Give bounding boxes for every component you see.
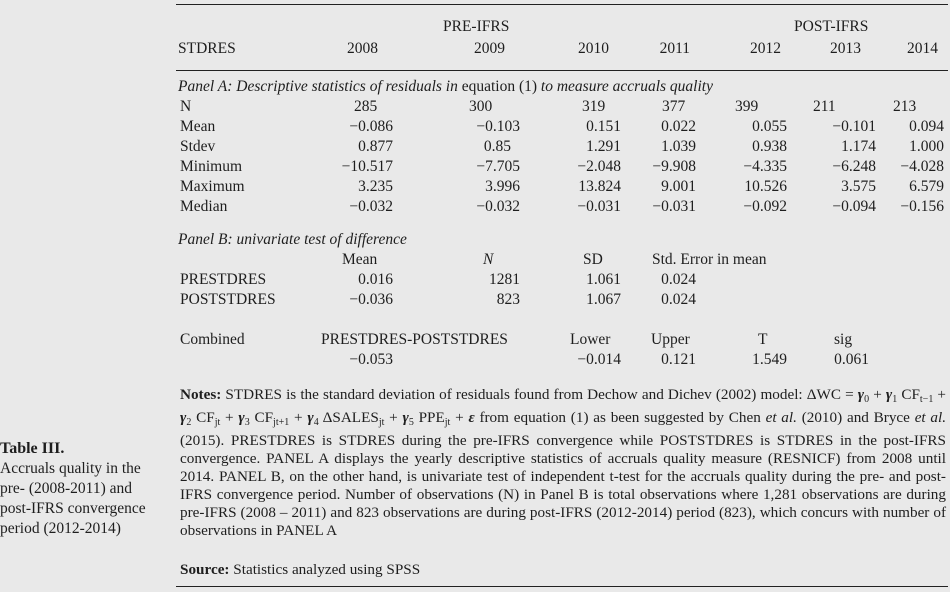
panel-a-row-minimum: [0, 158, 950, 178]
cell: 213: [893, 98, 917, 115]
table-caption: [0, 439, 166, 539]
cell: 211: [813, 98, 836, 115]
cell: 1.067: [586, 291, 621, 308]
cell: −0.032: [349, 198, 393, 215]
cell: −0.156: [900, 198, 944, 215]
cell: −0.032: [476, 198, 520, 215]
cell: 0.094: [909, 118, 944, 135]
table-caption-text: Accruals quality in the pre- (2008-2011) and post-IFRS convergence period (2012-2014): [0, 460, 146, 537]
panel-b-row-prestdres: [0, 271, 950, 291]
source-text: Statistics analyzed using SPSS: [229, 561, 421, 578]
cell: 3.235: [358, 178, 393, 195]
et-al-2: et al.: [914, 409, 947, 426]
panel-a-title-part-1: Panel A: Descriptive statistics of residuals in: [178, 78, 458, 95]
lower-header: Lower: [570, 331, 611, 348]
diff-header: PRESTDRES-POSTSTDRES: [321, 331, 508, 348]
combined-values-row: [0, 351, 950, 371]
row-label: Minimum: [180, 158, 243, 175]
panel-a-row-median: [0, 198, 950, 218]
cell: 1.039: [661, 138, 696, 155]
cell: −7.705: [476, 158, 520, 175]
panel-a-title: [178, 78, 713, 96]
panel-b-title: Panel B: univariate test of difference: [178, 231, 407, 248]
row-label: N: [180, 98, 192, 115]
cell: 1.291: [586, 138, 621, 155]
year-2011: 2011: [659, 40, 690, 57]
cell: −4.028: [900, 158, 944, 175]
stub-header: STDRES: [178, 40, 236, 57]
panel-a-title-part-2: equation (1): [457, 78, 541, 95]
notes-text-2: from equation (1) as been suggested by Chen: [474, 409, 766, 426]
notes-label: Notes:: [180, 386, 222, 403]
notes-text-4: (2015). PRESTDRES is STDRES during the pre-IFRS convergence while POSTSTDRES is STDRES in the post-IFRS convergence. PANEL A displays the yearly descriptive statistics of accruals quality measure (RESNICF) from 2008 until 2014. PANEL B, on the other hand, is univariate test of independent t-test for the accruals quality during the pre- and post-IFRS convergence period. Number of observations (N) in Panel B is total observations where 1,281 observations are during pre-IFRS (2008 – 2011) and 823 observations are during post-IFRS (2012-2014) period (823), which concurs with number of observations in PANEL A: [180, 432, 946, 539]
panel-a-row-n: [0, 98, 950, 118]
panel-a-row-mean: [0, 118, 950, 138]
cell: 0.938: [752, 138, 787, 155]
source-label: Source:: [180, 561, 230, 578]
row-label: Median: [180, 198, 228, 215]
cell: 399: [735, 98, 759, 115]
cell: −9.908: [652, 158, 696, 175]
cell: 300: [469, 98, 493, 115]
cell: 3.996: [485, 178, 520, 195]
cell: −0.086: [349, 118, 393, 135]
cell: 377: [662, 98, 686, 115]
col-n-header: N: [483, 251, 494, 268]
top-rule: [176, 4, 948, 5]
panel-b-header-row: [0, 251, 950, 271]
col-se-header: Std. Error in mean: [652, 251, 767, 268]
year-2014: 2014: [907, 40, 938, 57]
cell: −6.248: [832, 158, 876, 175]
cell: 1.061: [586, 271, 621, 288]
et-al-1: et al.: [765, 409, 797, 426]
header-rule: [176, 70, 948, 71]
notes-text-3: (2010) and Bryce: [796, 409, 915, 426]
year-2010: 2010: [578, 40, 609, 57]
cell: 1281: [489, 271, 520, 288]
cell: 1.549: [752, 351, 787, 368]
cell: −0.036: [349, 291, 393, 308]
cell: 1.174: [841, 138, 876, 155]
cell: 9.001: [661, 178, 696, 195]
cell: −0.014: [577, 351, 621, 368]
cell: 1.000: [909, 138, 944, 155]
combined-label: Combined: [180, 331, 245, 348]
group-pre-ifrs: PRE-IFRS: [443, 18, 510, 35]
panel-a-title-part-3: to measure accruals quality: [540, 78, 713, 95]
row-label: Maximum: [180, 178, 245, 195]
upper-header: Upper: [651, 331, 690, 348]
cell: −0.053: [349, 351, 393, 368]
cell: −0.101: [832, 118, 876, 135]
table-source: [180, 561, 420, 579]
year-2013: 2013: [830, 40, 861, 57]
cell: 0.85: [483, 138, 511, 155]
cell: 0.151: [586, 118, 621, 135]
cell: −0.031: [652, 198, 696, 215]
year-2008: 2008: [347, 40, 378, 57]
notes-text-1: STDRES is the standard deviation of residuals found from Dechow and Dichev (2002) model:: [221, 386, 803, 403]
row-label: POSTSTDRES: [180, 291, 276, 308]
cell: −4.335: [743, 158, 787, 175]
group-post-ifrs: POST-IFRS: [794, 18, 869, 35]
cell: 319: [582, 98, 606, 115]
cell: −0.031: [577, 198, 621, 215]
table-number: Table III.: [0, 440, 65, 457]
year-2009: 2009: [474, 40, 505, 57]
cell: −0.094: [832, 198, 876, 215]
cell: 3.575: [841, 178, 876, 195]
model-equation: $\Delta WC = \gamma_0 + \gamma_1$ $CF_{t-1} + \gamma_2$ $CF_{jt} + \gamma_3$ $CF_{jt+1} + \gamma_4$ $\Delta SALES_{jt} + \gamma_5$ $PPE_{jt} + \varepsilon$: [180, 386, 946, 428]
table-notes: [180, 386, 946, 540]
cell: 0.061: [834, 351, 869, 368]
cell: 10.526: [744, 178, 787, 195]
row-label: PRESTDRES: [180, 271, 267, 288]
cell: 0.024: [661, 291, 696, 308]
cell: −0.103: [476, 118, 520, 135]
row-label: Mean: [180, 118, 216, 135]
cell: 823: [496, 291, 520, 308]
cell: 0.055: [752, 118, 787, 135]
cell: −10.517: [341, 158, 393, 175]
cell: 13.824: [578, 178, 621, 195]
panel-a-row-stdev: [0, 138, 950, 158]
cell: 285: [354, 98, 378, 115]
sig-header: sig: [834, 331, 853, 348]
t-header: T: [758, 331, 768, 348]
cell: 6.579: [909, 178, 944, 195]
cell: −0.092: [743, 198, 787, 215]
col-sd-header: SD: [583, 251, 603, 268]
bottom-rule: [176, 586, 948, 587]
col-mean-header: Mean: [342, 251, 378, 268]
panel-b-row-poststdres: [0, 291, 950, 311]
cell: 0.022: [661, 118, 696, 135]
combined-header-row: [0, 331, 950, 351]
cell: 0.024: [661, 271, 696, 288]
year-2012: 2012: [750, 40, 781, 57]
row-label: Stdev: [180, 138, 216, 155]
cell: −2.048: [577, 158, 621, 175]
panel-a-row-maximum: [0, 178, 950, 198]
cell: 0.016: [358, 271, 393, 288]
cell: 0.877: [358, 138, 393, 155]
cell: 0.121: [661, 351, 696, 368]
